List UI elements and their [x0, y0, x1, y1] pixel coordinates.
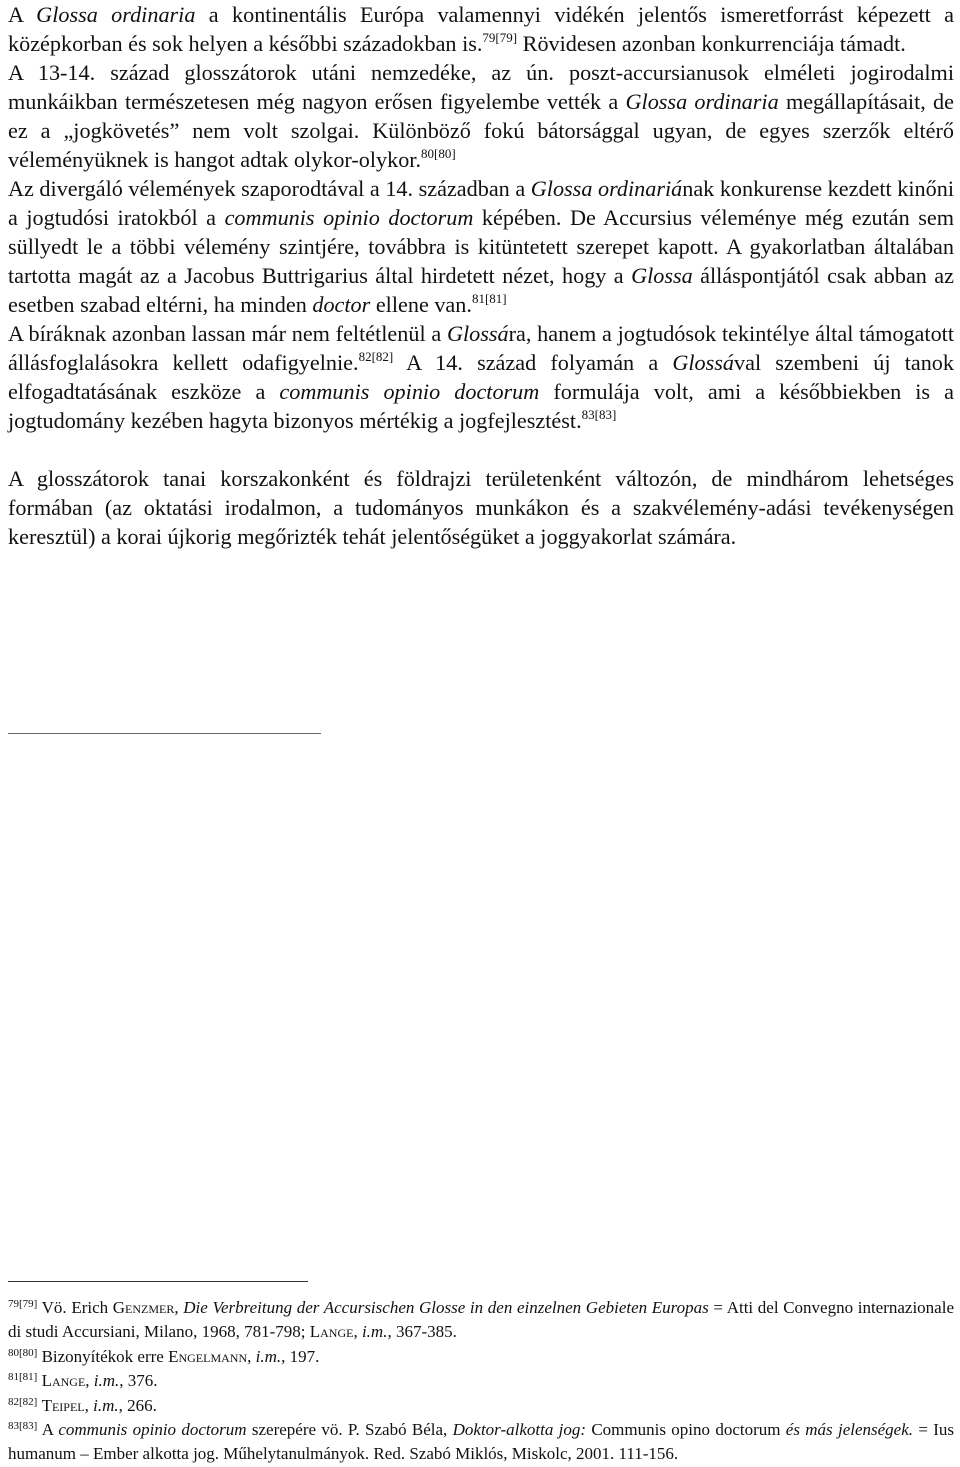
footnote-number: 82[82]	[8, 1395, 38, 1408]
footnote-ref-80[interactable]: 80[80]	[421, 146, 456, 161]
text-run: formulája volt, ami a későbbiekben is a jogtudomány kezében hagyta bizonyos mértékig a jogfejlesztést.	[8, 379, 954, 433]
footnote-79	[8, 1296, 954, 1345]
paragraph-glossa-ordinaria	[8, 0, 954, 435]
text-run: A 13-14. század glosszátorok utáni nemzedéke, az ún. poszt-accursianusok elméleti jogirodalmi munkáikban természetesen még nagyon erősen figyelembe vették a	[8, 60, 954, 114]
text-run: ,	[353, 1322, 362, 1342]
italic-abbrev: i.m.	[255, 1346, 282, 1366]
italic-term: Glossá	[446, 321, 509, 346]
text-run: = Atti del Convegno internazionale di studi Accursiani, Milano, 1968, 781-798;	[8, 1298, 954, 1342]
text-run: = Ius humanum – Ember alkotta jog. Műhelytanulmányok. Red. Szabó Miklós, Miskolc, 2001. 111-156.	[8, 1420, 955, 1464]
text-run: szerepére vö. P. Szabó Béla,	[246, 1420, 453, 1440]
work-title: Doktor-alkotta jog:	[452, 1420, 587, 1440]
text-run: , 367-385.	[387, 1322, 457, 1342]
author-name: Lange	[309, 1322, 354, 1342]
author-name: Lange	[41, 1371, 86, 1391]
text-run: , 266.	[118, 1395, 157, 1415]
text-run: A	[8, 2, 37, 27]
text-run: , 376.	[119, 1371, 158, 1391]
text-run: a kontinentális Európa valamennyi vidékén jelentős ismeretforrást képezett a középkorban és sok helyen a későbbi századokban is.	[8, 2, 954, 56]
italic-term: Glossa ordinariá	[530, 176, 683, 201]
text-run: ,	[247, 1346, 256, 1366]
italic-term: communis opinio doctorum	[224, 205, 474, 230]
work-title: Die Verbreitung der Accursischen Glosse in den einzelnen Gebieten Europas	[183, 1298, 709, 1317]
italic-term: Glossa ordinaria	[36, 2, 196, 27]
text-run: Az divergáló vélemények szaporodtával a 14. században a	[8, 176, 531, 201]
work-title: és más jelenségek.	[785, 1420, 914, 1440]
text-run: ellene van.	[370, 292, 472, 317]
footnote-81	[8, 1369, 954, 1393]
footnotes	[8, 1296, 954, 1467]
author-name: Engelmann	[168, 1346, 248, 1366]
italic-abbrev: i.m.	[93, 1395, 119, 1415]
text-run: A	[37, 1420, 59, 1440]
text-run: képében. De Accursius véleménye még ezután sem süllyedt le a többi vélemény szintjére, továbbra is kitüntetett szerepet kapott. A gyakorlatban általában tartotta magát az a Jacobus Buttrigarius által hirdetett nézet, hogy a	[8, 205, 954, 288]
italic-term: doctor	[312, 292, 371, 317]
text-run: ,	[84, 1395, 94, 1415]
text-run: A 14. század folyamán a	[393, 350, 673, 375]
author-name: Genzmer	[112, 1298, 175, 1317]
footnote-82	[8, 1394, 954, 1418]
italic-term: Glossá	[672, 350, 735, 375]
text-run: ra, hanem a jogtudósok tekintélye által támogatott állásfoglalásokra kellett odafigyelnie.	[8, 321, 954, 375]
text-run: Communis opino doctorum	[586, 1420, 786, 1440]
footnote-83	[8, 1418, 954, 1467]
text-run: , 197.	[281, 1346, 320, 1366]
italic-abbrev: i.m.	[93, 1371, 120, 1391]
footnote-80	[8, 1345, 954, 1369]
italic-abbrev: i.m.	[361, 1322, 388, 1342]
footnote-number: 80[80]	[8, 1346, 38, 1359]
footnote-number: 81[81]	[8, 1371, 38, 1384]
footnote-ref-82[interactable]: 82[82]	[358, 349, 394, 364]
italic-term: Glossa ordinaria	[625, 89, 779, 114]
paragraph-glosszatorok-tanai: A glosszátorok tanai korszakonként és földrajzi területenként változón, de mindhárom lehetséges formában (az oktatási irodalmon, a tudományos munkákon és a szakvélemény-adási tevékenységen keresztül) a korai újkorig megőrizték tehát jelentőségüket a joggyakorlat számára.	[8, 466, 954, 549]
text-run: val szembeni új tanok elfogadtatásának eszköze a	[8, 350, 954, 404]
footnote-ref-83[interactable]: 83[83]	[581, 407, 617, 422]
text-run: ,	[85, 1371, 94, 1391]
footnote-number: 79[79]	[8, 1298, 38, 1310]
text-run: nak konkurense kezdett kinőni a jogtudósi iratokból a	[8, 176, 954, 230]
footnote-number: 83[83]	[8, 1420, 38, 1433]
text-run: Vö. Erich	[37, 1298, 113, 1317]
footnote-ref-79[interactable]: 79[79]	[482, 30, 518, 45]
section-divider	[8, 733, 321, 734]
text-run: megállapításait, de ez a „jogkövetés” nem volt szolgai. Különböző fokú bátorsággal ugyan, de egyes szerzők eltérő véleményüknek is hangot adtak olykor-olykor.	[8, 89, 954, 172]
text-run: álláspontjától csak abban az esetben szabad eltérni, ha minden	[8, 263, 955, 317]
text-run: ,	[174, 1298, 184, 1317]
text-run: A bíráknak azonban lassan már nem feltétlenül a	[8, 321, 447, 346]
italic-term: communis opinio doctorum	[279, 379, 540, 404]
footnote-separator	[8, 1281, 308, 1282]
italic-term: communis opinio doctorum	[58, 1420, 247, 1440]
italic-term: Glossa	[631, 263, 693, 288]
text-run: Bizonyítékok erre	[37, 1346, 169, 1366]
text-run: Rövidesen azonban konkurrenciája támadt.	[517, 31, 906, 56]
footnote-ref-81[interactable]: 81[81]	[471, 291, 507, 306]
author-name: Teipel	[41, 1395, 85, 1415]
document-page	[8, 0, 954, 551]
